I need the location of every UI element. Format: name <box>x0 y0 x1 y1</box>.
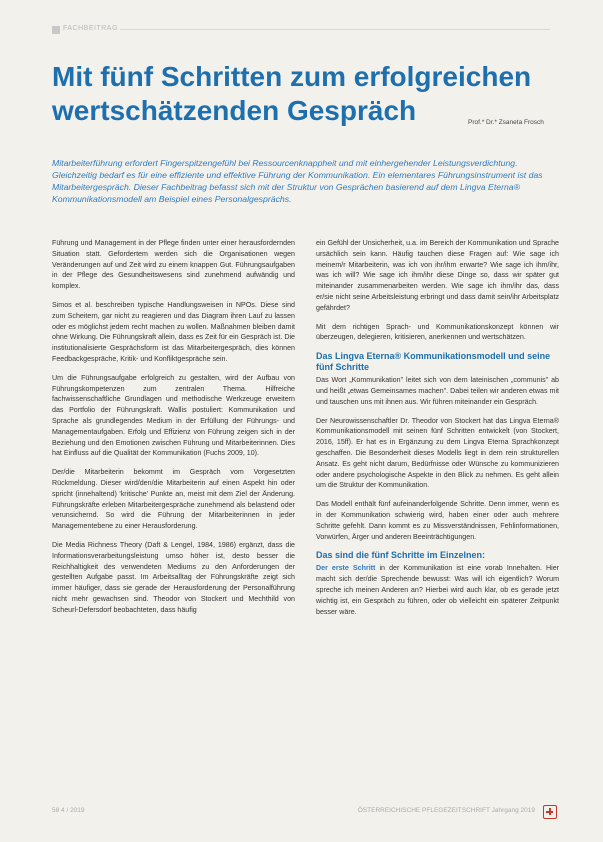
section-heading: Das sind die fünf Schritte im Einzelnen: <box>316 550 486 561</box>
journal-logo-icon <box>543 805 557 819</box>
body-paragraph: Das Modell enthält fünf aufeinanderfolgende Schritte. Denn immer, wenn es in der Kommunikation schwierig wird, haben einer oder auch mehrere Schritte gefehlt. Dann kommt es zu Missverständnissen, Fehlinformationen, Vorwürfen, Ärger und anderen Beeinträchtigungen. <box>316 500 559 541</box>
page-number: 58 4 / 2019 <box>52 807 85 814</box>
section-marker <box>52 26 60 34</box>
header-rule <box>120 29 550 30</box>
article-title: Mit fünf Schritten zum erfolgreichen wertschätzenden Gespräch <box>52 61 532 126</box>
page-footer <box>52 805 557 819</box>
left-column <box>52 238 295 624</box>
step-label: Der erste Schritt <box>316 564 376 573</box>
body-paragraph <box>316 563 559 617</box>
body-paragraph: Die Media Richness Theory (Daft & Lengel, 1984, 1986) ergänzt, dass die Informationsverarbeitungsleistung umso höher ist, desto besser die Reichhaltigkeit des verwendeten Mediums zu den Anforderungen der gestellten Aufgabe passt. Im Arbeitsalltag der Führungskräfte zeigt sich immer häufiger, dass sie gerade der Herausforderung der Personalführung nicht mehr gewachsen sind. Theodor von Stockert und Mechthild von Scheurl-Defersdorf beobachteten, dass häufig <box>52 540 295 614</box>
body-paragraph: Der/die Mitarbeiterin bekommt im Gespräch vom Vorgesetzten Rückmeldung. Dieser wird/den/die Mitarbeiterin auf einen Aspekt hin oder spricht (innehaltend) 'kritische' Punkte an, meist mit dem Ziel der Änderung. Führungskräfte erleben Mitarbeitergespräche zunehmend als belastend oder verunsichernd. So wird die Führung der Mitarbeiterinnen in jeder Managementebene zu einer Herausforderung. <box>52 468 295 531</box>
body-paragraph: Um die Führungsaufgabe erfolgreich zu gestalten, wird der Aufbau von Führungskompetenzen zum zentralen Thema. Hilfreiche fachwissenschaftliche Grundlagen und methodische Werkzeuge erweitern das Portfolio der Führungskraft. Wallis postuliert: Kommunikation und Sprache als grundlegendes Medium in der Erfüllung der Führungs- und Managementaufgaben. Erfolg und Effizienz von Führung zeigen sich in der Beziehung und den Emotionen zwischen Führung und Mitarbeiterinnen. Dies hat Einfluss auf die Qualität der Kommunikation (Fuchs 2009, 10). <box>52 373 295 458</box>
journal-name: ÖSTERREICHISCHE PFLEGEZEITSCHRIFT Jahrgang 2019 <box>357 807 535 814</box>
body-paragraph: Simos et al. beschreiben typische Handlungsweisen in NPOs. Diese sind zum Scheitern, gar nicht zu reagieren und das Diagram ihren Lauf zu lassen oder es möglichst jedem recht machen zu wollen. Maßnahmen bleiben damit ohne Wirkung. Die Führungskraft allein, dass es Zeit für ein Gespräch ist. Die institutionalisierte Gesprächsform ist das Mitarbeitergespräch, dies können Feedbackgespräche, Kritik- und Konfliktgespräche sein. <box>52 300 295 363</box>
author: Prof.* Dr.* Zsaneta Frosch <box>468 119 544 126</box>
body-paragraph: ein Gefühl der Unsicherheit, u.a. im Bereich der Kommunikation und Sprache ursächlich sein kann. Häufig tauchen diese Fragen auf: Wie sage ich meinem/r Mitarbeiterin, was ich von ihr/ihm erwarte? Wie sage ich ihm/ihr, was ich will? Wie sage ich ihm/ihr diese Dinge so, dass wir später gut miteinander zusammenarbeiten werden. Wie sage ich ihm/ihr das, dass er/sie nicht seine Arbeitsleistung erbringt und dass damit sein/ihr Arbeitsplatz gefährdet? <box>316 239 559 312</box>
right-column <box>316 238 559 625</box>
section-label: FACHBEITRAG <box>63 25 118 32</box>
body-paragraph: Führung und Management in der Pflege finden unter einer herausfordernden Situation statt. Gefordertem werden sich die Organisationen wegen Veränderungen auf und Zeit wird zu einem knappen Gut. Führungsaufgaben in der Pflege des Gesundheitswesens sind zunehmend aufwändig und komplex. <box>52 239 295 291</box>
section-heading: Das Lingva Eterna® Kommunikationsmodell und seine fünf Schritte <box>316 351 551 373</box>
step-text: in der Kommunikation ist eine vorab Innehalten. Hier macht sich der/die Sprechende bewusst: Was will ich eigentlich? Worum spreche ich meinen Anderen an? Hierbei wird auch klar, ob es gerade jetzt wichtig ist, ein Gespräch zu führen, oder ob vielleicht ein späterer Zeitpunkt besser wäre. <box>316 564 559 616</box>
body-paragraph: Mit dem richtigen Sprach- und Kommunikationskonzept können wir überzeugen, delegieren, kritisieren, anerkennen und wertschätzen. <box>316 322 559 342</box>
lead-paragraph: Mitarbeiterführung erfordert Fingerspitzengefühl bei Ressourcenknappheit und mit einhergehender Leistungsverdichtung. Gleichzeitig bedarf es für eine effiziente und effektive Führung der Kommunikation. Ein elementares Führungsinstrument ist das Mitarbeitergespräch. Dieser Fachbeitrag befasst sich mit der Struktur von Gesprächen basierend auf dem Lingva Eterna® Kommunikationsmodell am Beispiel eines Personalgesprächs. <box>52 158 543 204</box>
body-paragraph: Das Wort „Kommunikation" leitet sich von dem lateinischen „communis" ab und heißt „etwas Gemeinsames machen". Dabei teilen wir anderen etwas mit und tauschen uns mit ihnen aus. Wir führen miteinander ein Gespräch. <box>316 376 559 406</box>
body-paragraph: Der Neurowissenschaftler Dr. Theodor von Stockert hat das Lingva Eterna® Kommunikationsmodell mit seinen fünf Schritten entwickelt (von Stockert, 2016, 15ff). Er hat es in Ergänzung zu dem Lingva Eterna Sprachkonzept geschaffen. Die Besonderheit dieses Modells liegt in dem rein strukturellen Ansatz. Es geht nicht darum, Bedürfnisse oder Wünsche zu kommunizieren oder andere psychologische Aspekte in den Blick zu nehmen. Es geht allein um die Struktur der Kommunikation. <box>316 416 559 490</box>
